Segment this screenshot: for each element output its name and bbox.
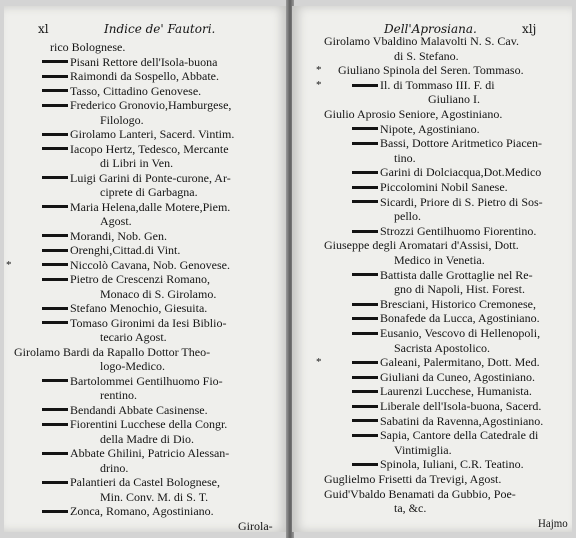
entry-text: rentino. [100, 388, 137, 402]
entry-line [42, 200, 230, 214]
entry-line [352, 195, 543, 209]
ditto-dash [352, 390, 378, 393]
entry-line [324, 472, 501, 486]
entry-text: Palantieri da Castel Bolognese, [70, 475, 220, 489]
entry-text: Luigi Garini di Ponte-curone, Ar- [70, 170, 231, 185]
ditto-dash [42, 147, 68, 150]
page-number: xlj [522, 22, 537, 36]
entry-text: Giulio Aprosio Seniore, Agostiniano. [324, 107, 503, 121]
ditto-dash [42, 75, 68, 78]
entry-line [324, 107, 502, 121]
entry-text: Monaco di S. Girolamo. [100, 286, 217, 301]
asterisk-mark: * [316, 78, 322, 91]
ditto-dash [352, 463, 378, 466]
entry-text: Giuliano Spinola del Seren. Tommaso. [338, 63, 524, 78]
entry-text: Guid'Vbaldo Benamati da Gubbio, Poe- [324, 486, 516, 501]
entry-text: Liberale dell'Isola-buona, Sacerd. [380, 399, 542, 413]
entry-line [538, 516, 568, 530]
entry-line [394, 253, 485, 267]
entry-text: Tasso, Cittadino Genovese. [70, 83, 202, 98]
entry-line [42, 403, 208, 417]
entry-text: Medico in Venetia. [394, 253, 485, 267]
entry-line [42, 127, 234, 141]
entry-text: Raimondi da Sospello, Abbate. [70, 69, 219, 83]
entry-text: Giuliano I. [428, 92, 480, 107]
entry-line [428, 92, 480, 106]
ditto-dash [42, 205, 68, 208]
entry-text: Tomaso Gironimi da Iesi Biblio- [70, 315, 227, 330]
entry-line [42, 84, 201, 98]
entry-text: pello. [394, 209, 421, 224]
ditto-dash [42, 510, 68, 513]
entry-text: Zonca, Romano, Agostiniano. [70, 504, 214, 518]
entry-line [100, 185, 198, 199]
entry-line [352, 326, 540, 340]
entry-line [42, 446, 229, 460]
entry-line [100, 113, 144, 127]
entry-line [316, 355, 540, 370]
entry-text: di S. Stefano. [394, 48, 459, 63]
entry-line [324, 34, 519, 48]
entry-line [352, 136, 542, 150]
entry-line [100, 388, 137, 402]
entry-text: Eusanio, Vescovo di Hellenopoli, [380, 326, 541, 340]
entry-line [42, 504, 214, 518]
ditto-dash [352, 361, 378, 364]
entry-text: Giuseppe degli Aromatari d'Assisi, Dott. [324, 238, 519, 253]
entry-line [316, 77, 495, 92]
ditto-dash [352, 273, 378, 276]
entry-text: Piccolomini Nobil Sanese. [380, 180, 508, 194]
entry-line [352, 428, 538, 442]
ditto-dash [42, 263, 68, 266]
ditto-dash [352, 200, 378, 203]
entry-line [42, 142, 229, 156]
entry-text: tino. [394, 150, 416, 165]
entry-line [352, 399, 541, 413]
entry-line [100, 330, 167, 344]
ditto-dash [42, 481, 68, 484]
entry-line [352, 414, 543, 428]
entry-text: Stefano Menochio, Giesuita. [70, 301, 208, 315]
entry-line [352, 384, 532, 398]
running-header: Indice de' Fautori. [104, 22, 216, 36]
ditto-dash [42, 249, 68, 252]
entry-line [352, 165, 541, 179]
entry-text: logo-Medico. [100, 359, 165, 373]
entry-line [42, 272, 210, 286]
asterisk-mark: * [316, 64, 322, 77]
entry-text: Frederico Gronovio,Hamburgese, [70, 98, 232, 112]
entry-text: Orenghi,Cittad.di Vint. [70, 243, 181, 257]
entry-text: Vintimiglia. [394, 442, 452, 457]
entry-text: Bonafede da Lucca, Agostiniano. [380, 311, 540, 326]
ditto-dash [42, 452, 68, 455]
right-page [292, 6, 572, 532]
ditto-dash [352, 419, 378, 422]
ditto-dash [352, 171, 378, 174]
ditto-dash [42, 234, 68, 237]
entry-text: Hajmo [538, 515, 568, 530]
entry-text: Giuliani da Cuneo, Agostiniano. [380, 369, 535, 384]
entry-line [50, 40, 125, 54]
entry-text: drino. [100, 460, 129, 475]
entry-text: Filologo. [100, 112, 144, 127]
entry-line [394, 209, 421, 223]
asterisk-mark: * [316, 356, 322, 369]
entry-text: tecario Agost. [100, 330, 167, 344]
entry-text: ta, &c. [394, 501, 427, 516]
ditto-dash [42, 89, 68, 92]
entry-text: gno di Napoli, Hist. Forest. [394, 282, 525, 297]
entry-line [42, 417, 227, 431]
ditto-dash [42, 133, 68, 136]
entry-text: Girolamo Bardi da Rapallo Dottor Theo- [14, 344, 211, 359]
entry-line [42, 55, 217, 69]
entry-line [324, 238, 519, 252]
entry-text: Pietro de Crescenzi Romano, [70, 272, 210, 286]
ditto-dash [42, 423, 68, 426]
entry-line [394, 341, 490, 355]
entry-text: Sabatini da Ravenna,Agostiniano. [380, 413, 544, 428]
entry-line [6, 257, 230, 272]
ditto-dash [352, 405, 378, 408]
ditto-dash [352, 317, 378, 320]
ditto-dash [352, 127, 378, 130]
entry-text: Galeani, Palermitano, Dott. Med. [380, 355, 540, 370]
entry-line [100, 461, 128, 475]
entry-text: Sacrista Apostolico. [394, 340, 490, 355]
entry-line [100, 359, 165, 373]
entry-line [352, 297, 536, 311]
entry-line [352, 268, 533, 282]
entry-text: Sapia, Cantore della Catedrale di [380, 428, 539, 443]
entry-line [100, 214, 132, 228]
entry-text: di Libri in Ven. [100, 156, 174, 170]
entry-line [394, 443, 452, 457]
entry-line [42, 69, 219, 83]
entry-line [42, 301, 207, 315]
entry-text: Laurenzi Lucchese, Humanista. [380, 384, 532, 399]
ditto-dash [42, 379, 68, 382]
entry-line [394, 501, 426, 515]
entry-line [42, 171, 231, 185]
entry-line [352, 122, 480, 136]
ditto-dash [352, 332, 378, 335]
ditto-dash [352, 376, 378, 379]
running-header: Dell'Aprosiana. [384, 22, 477, 36]
entry-line [100, 287, 216, 301]
entry-line [394, 49, 459, 63]
entry-line [42, 98, 231, 112]
entry-text: Abbate Ghilini, Patricio Alessan- [70, 446, 230, 460]
entry-text: Iacopo Hertz, Tedesco, Mercante [70, 141, 229, 156]
entry-line [42, 243, 180, 257]
entry-text: Strozzi Gentilhuomo Fiorentino. [380, 223, 537, 238]
entry-line [394, 282, 525, 296]
entry-line [316, 63, 524, 78]
entry-text: Girolamo Lanteri, Sacerd. Vintim. [70, 127, 235, 141]
entry-text: Il. di Tommaso III. F. di [380, 77, 495, 92]
entry-line [394, 151, 416, 165]
entry-line [42, 229, 167, 243]
ditto-dash [352, 142, 378, 145]
entry-text: Bendandi Abbate Casinense. [70, 402, 208, 417]
ditto-dash [42, 104, 68, 107]
page-number: xl [38, 22, 49, 36]
entry-line [324, 487, 516, 501]
entry-line [238, 519, 273, 533]
entry-line [100, 490, 208, 504]
entry-text: Morandi, Nob. Gen. [70, 228, 167, 243]
ditto-dash [42, 60, 68, 63]
entry-text: Maria Helena,dalle Motere,Piem. [70, 199, 231, 214]
ditto-dash [42, 307, 68, 310]
entry-text: della Madre di Dio. [100, 431, 194, 446]
entry-text: Pisani Rettore dell'Isola-buona [70, 54, 218, 69]
entry-text: Girolamo Vbaldino Malavolti N. S. Cav. [324, 34, 519, 48]
entry-line [42, 475, 220, 489]
entry-text: Guglielmo Frisetti da Trevigi, Agost. [324, 472, 502, 486]
ditto-dash [352, 186, 378, 189]
entry-line [14, 345, 210, 359]
entry-text: Min. Conv. M. di S. T. [100, 489, 209, 504]
ditto-dash [352, 230, 378, 233]
entry-line [100, 432, 194, 446]
entry-text: Agost. [100, 214, 132, 228]
entry-text: Bartolommei Gentilhuomo Fio- [70, 373, 223, 388]
entry-line [42, 374, 223, 388]
entry-line [352, 370, 535, 384]
entry-line [352, 311, 540, 325]
entry-text: Spinola, Iuliani, C.R. Teatino. [380, 457, 524, 472]
entry-text: Battista dalle Grottaglie nel Re- [380, 267, 533, 282]
ditto-dash [42, 408, 68, 411]
entry-text: rico Bolognese. [50, 40, 126, 54]
entry-text: Bresciani, Historico Cremonese, [380, 296, 536, 311]
left-page [4, 6, 288, 532]
asterisk-mark: * [6, 258, 12, 271]
ditto-dash [352, 84, 378, 87]
entry-text: Nipote, Agostiniano. [380, 121, 480, 136]
entry-text: Bassi, Dottore Aritmetico Piacen- [380, 136, 542, 151]
entry-line [42, 316, 226, 330]
ditto-dash [352, 303, 378, 306]
entry-line [352, 180, 508, 194]
entry-text: Girola- [238, 518, 273, 532]
entry-text: ciprete di Garbagna. [100, 185, 198, 199]
entry-line [352, 224, 536, 238]
ditto-dash [42, 278, 68, 281]
entry-text: Sicardi, Priore di S. Pietro di Sos- [380, 194, 543, 209]
entry-text: Niccolò Cavana, Nob. Genovese. [70, 257, 230, 272]
entry-text: Fiorentini Lucchese della Congr. [70, 417, 228, 431]
entry-line [100, 156, 173, 170]
entry-line [352, 457, 524, 471]
entry-text: Garini di Dolciacqua,Dot.Medico [380, 165, 542, 180]
ditto-dash [352, 434, 378, 437]
ditto-dash [42, 321, 68, 324]
ditto-dash [42, 176, 68, 179]
